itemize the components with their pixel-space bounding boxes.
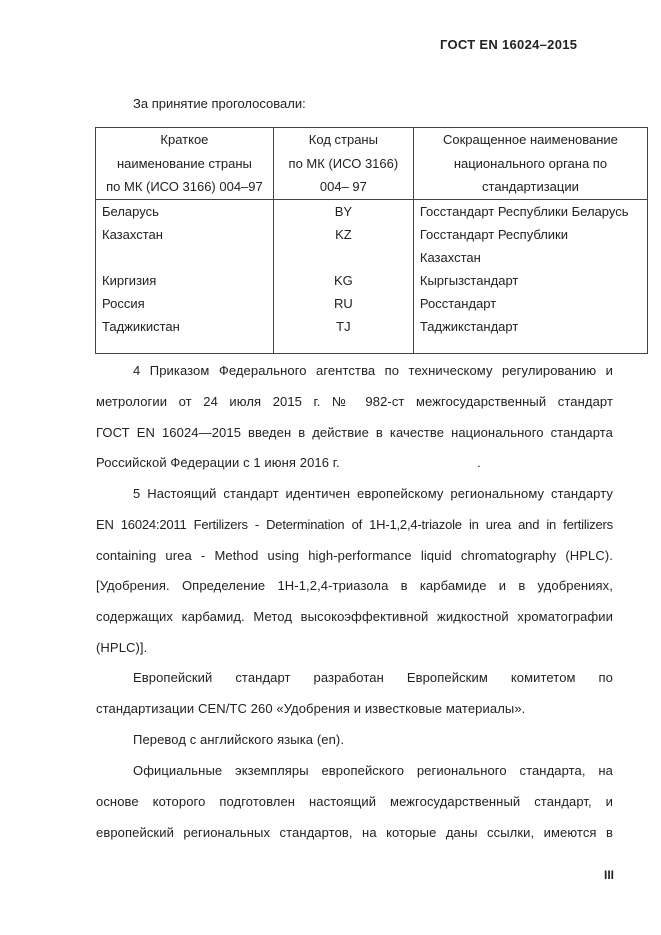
country-cell: Таджикистан [96, 315, 274, 354]
header-text: Код страны [308, 132, 378, 147]
table-row [96, 199, 648, 223]
body-cell [413, 223, 647, 269]
text-line: Официальные экземпляры европейского регионального стандарта, на [133, 763, 613, 778]
body-text: Росстандарт [419, 295, 497, 311]
code-cell: KG [273, 269, 413, 292]
code-cell: KZ [273, 223, 413, 269]
country-cell: Казахстан [96, 223, 274, 269]
text-line: основе которого подготовлен настоящий межгосударственный стандарт, и [96, 793, 613, 809]
code-cell: RU [273, 292, 413, 315]
header-text: Краткое [160, 132, 209, 147]
text-line: содержащих карбамид. Метод высокоэффективной жидкостной хроматографии [96, 609, 613, 625]
table-row [96, 269, 648, 292]
text-line: Перевод с английского языка (en). [133, 732, 345, 747]
text-line: containing urea - Method using high-performance liquid chromatography (HPLC). [96, 547, 613, 563]
country-cell: Россия [96, 292, 274, 315]
body-text: Госстандарт Республики Беларусь [419, 203, 629, 219]
header-country-name [96, 128, 274, 200]
country-cell: Беларусь [96, 199, 274, 223]
text-line: (HPLC)]. [96, 639, 148, 655]
body-text: Казахстан [419, 249, 481, 265]
table-row [96, 223, 648, 269]
country-cell: Киргизия [96, 269, 274, 292]
text-line: 4 Приказом Федерального агентства по техническому регулированию и [133, 363, 613, 378]
text-line: метрологии от 24 июля 2015 г. № 982-ст межгосударственный стандарт [96, 393, 613, 409]
header-text: 004– 97 [319, 179, 367, 194]
body-cell [413, 199, 647, 223]
header-standards-body [413, 128, 647, 200]
paragraph-6 [96, 663, 613, 725]
paragraph-8 [96, 756, 613, 848]
text-line: 5 Настоящий стандарт идентичен европейскому региональному стандарту [133, 486, 613, 501]
paragraph-4 [96, 356, 613, 479]
body-text: Госстандарт Республики [419, 226, 569, 242]
document-code-header: ГОСТ EN 16024–2015 [440, 37, 578, 52]
body-cell [413, 269, 647, 292]
header-text: по МК (ИСО 3166) 004–97 [106, 179, 263, 194]
text-line: [Удобрения. Определение 1Н-1,2,4-триазола в карбамиде и в удобрениях, [96, 578, 613, 594]
page-number: III [604, 868, 615, 882]
header-text: национального органа по [453, 155, 608, 171]
table-row [96, 292, 648, 315]
voting-intro: За принятие проголосовали: [133, 96, 306, 111]
text-line: ГОСТ EN 16024—2015 введен в действие в качестве национального стандарта [96, 424, 613, 440]
text-line: Европейский стандарт разработан Европейским комитетом по [133, 670, 613, 685]
header-country-code [273, 128, 413, 200]
text-line: EN 16024:2011 Fertilizers - Determination of 1H-1,2,4-triazole in urea and in fertilizers [96, 516, 613, 532]
header-text: стандартизации [482, 179, 579, 194]
body-cell [413, 292, 647, 315]
text-line: стандартизации CEN/TC 260 «Удобрения и известковые материалы». [96, 700, 526, 716]
body-text: Таджикстандарт [419, 318, 519, 334]
text-line: европейский региональных стандартов, на которые даны ссылки, имеются в [96, 824, 613, 840]
paragraph-5 [96, 479, 613, 664]
header-text: наименование страны [116, 155, 252, 171]
paragraph-7 [96, 725, 613, 756]
text-line: Российской Федерации с 1 июня 2016 г. . [96, 455, 481, 471]
body-cell [413, 315, 647, 354]
voting-table [95, 127, 648, 354]
table-header-row [96, 128, 648, 200]
header-text: Сокращенное наименование [443, 132, 618, 147]
body-text: Кыргызстандарт [419, 272, 519, 288]
header-text: по МК (ИСО 3166) [288, 155, 399, 171]
code-cell: TJ [273, 315, 413, 354]
code-cell: BY [273, 199, 413, 223]
table-row [96, 315, 648, 354]
